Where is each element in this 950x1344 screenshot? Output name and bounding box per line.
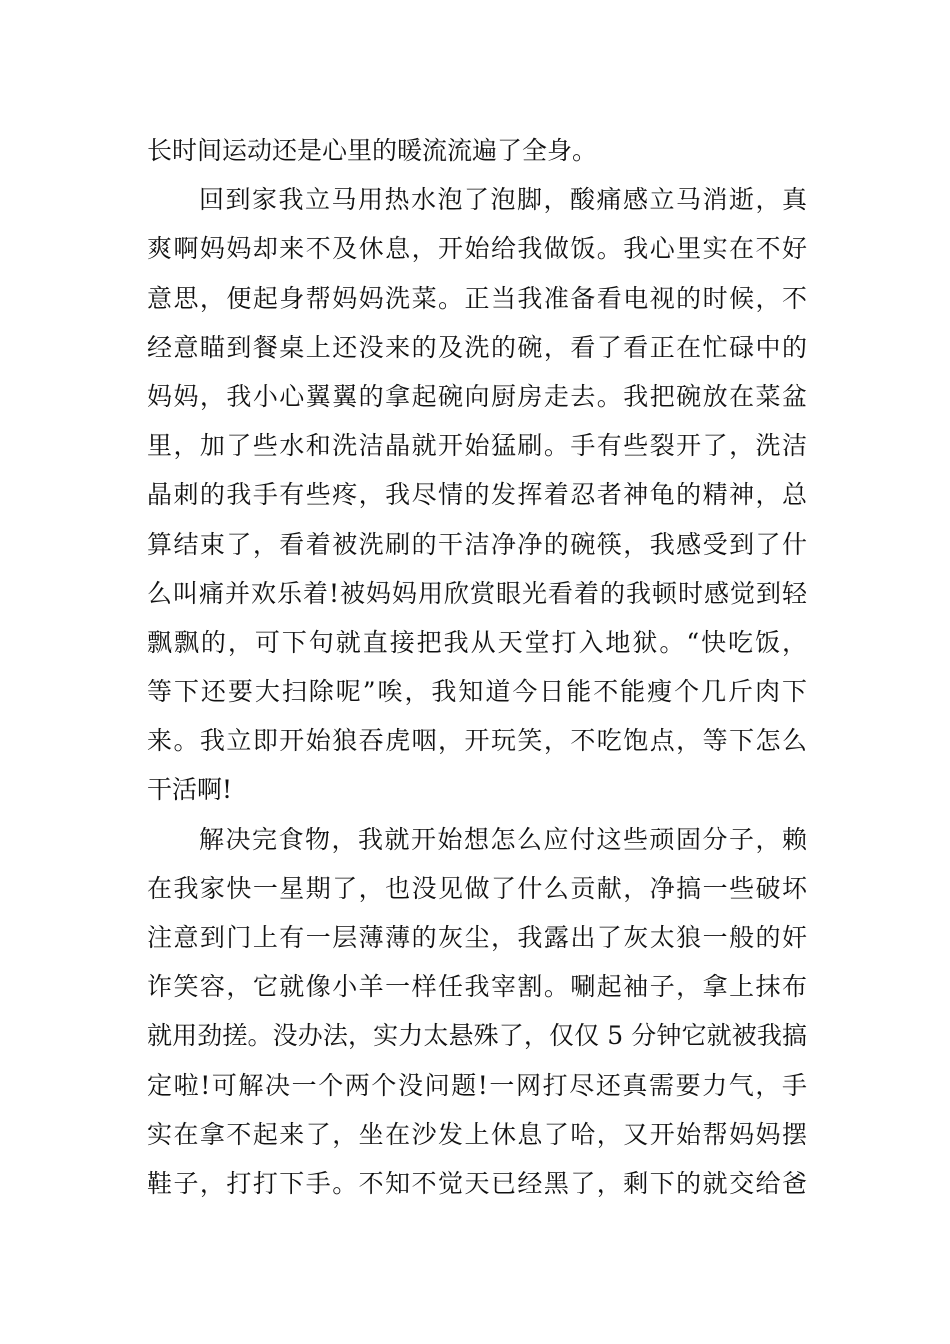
text-line: 里，加了些水和洗洁晶就开始猛刷。手有些裂开了，洗洁 <box>147 431 807 461</box>
text-line: 晶刺的我手有些疼，我尽情的发挥着忍者神龟的精神，总 <box>147 480 807 510</box>
text-line: 来。我立即开始狼吞虎咽，开玩笑，不吃饱点，等下怎么 <box>147 726 807 756</box>
text-line: 鞋子，打打下手。不知不觉天已经黑了，剩下的就交给爸 <box>147 1168 807 1198</box>
text-line: 意思，便起身帮妈妈洗菜。正当我准备看电视的时候，不 <box>147 283 807 313</box>
text-line: 妈妈，我小心翼翼的拿起碗向厨房走去。我把碗放在菜盆 <box>147 381 807 411</box>
text-line: 就用劲搓。没办法，实力太悬殊了，仅仅 5 分钟它就被我搞 <box>147 1021 807 1051</box>
text-line: 实在拿不起来了，坐在沙发上休息了哈，又开始帮妈妈摆 <box>147 1119 807 1149</box>
text-line: 回到家我立马用热水泡了泡脚，酸痛感立马消逝，真 <box>199 185 807 215</box>
text-line: 注意到门上有一层薄薄的灰尘，我露出了灰太狼一般的奸 <box>147 923 807 952</box>
text-line: 爽啊妈妈却来不及休息，开始给我做饭。我心里实在不好 <box>147 234 807 264</box>
text-line: 在我家快一星期了，也没见做了什么贡献，净搞一些破坏 <box>147 873 807 903</box>
text-line: 么叫痛并欢乐着!被妈妈用欣赏眼光看着的我顿时感觉到轻 <box>147 578 807 608</box>
text-line: 经意瞄到餐桌上还没来的及洗的碗，看了看正在忙碌中的 <box>147 332 807 362</box>
text-line: 定啦!可解决一个两个没问题!一网打尽还真需要力气，手 <box>147 1070 807 1100</box>
text-line: 算结束了，看着被洗刷的干洁净净的碗筷，我感受到了什 <box>147 529 807 559</box>
text-line: 飘飘的，可下句就直接把我从天堂打入地狱。“快吃饭， <box>147 627 807 657</box>
text-line: 诈笑容，它就像小羊一样任我宰割。唰起袖子，拿上抹布 <box>147 972 807 1002</box>
document-body <box>147 126 807 1208</box>
text-line: 等下还要大扫除呢”唉，我知道今日能不能瘦个几斤肉下 <box>147 677 807 707</box>
text-line: 长时间运动还是心里的暖流流遍了全身。 <box>147 136 598 165</box>
text-line: 干活啊! <box>147 775 233 805</box>
text-line: 解决完食物，我就开始想怎么应付这些顽固分子，赖 <box>199 824 807 854</box>
